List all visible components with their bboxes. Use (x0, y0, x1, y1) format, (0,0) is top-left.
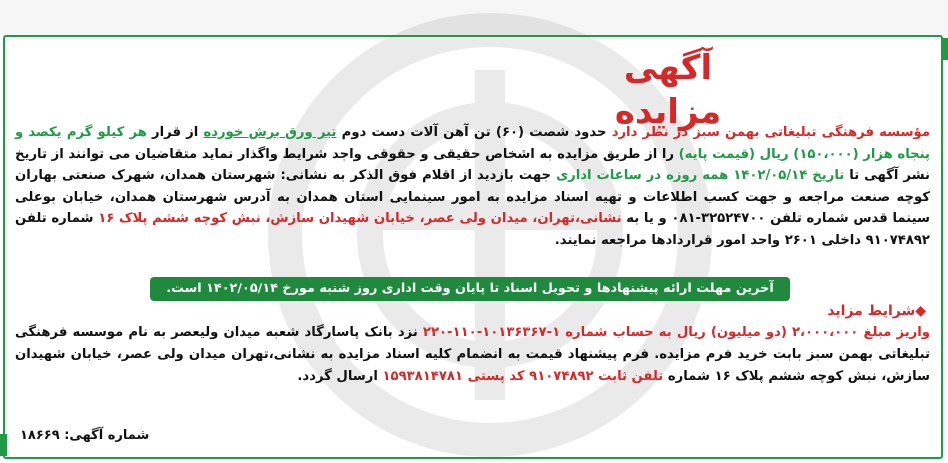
ad-number: شماره آگهی: ۱۸۶۶۹ (20, 428, 150, 443)
body-segment: شماره تلفن ۹۱۰۷۴۸۹۲ داخلی ۲۶۰۱ واحد امور قراردادها مراجعه نمایند. (15, 211, 930, 248)
body-segment: جهت بازدید از اقلام فوق الذکر به نشانی: شهرستان همدان، شهرک صنعتی بهاران کوچه صنعت مراجعه و جهت کسب اطلاعات و تهیه اسناد مزایده به امور سینمایی استان همدان به آدرس شهرستان همدان، خیابان بوعلی سینما قدس شماره تلفن ۳۲۵۲۴۷۰۰-۰۸۱ و یا به (15, 168, 930, 227)
conditions-segment: نزد بانک پاسارگاد شعبه میدان ولیعصر به نام موسسه فرهنگی تبلیغاتی بهمن سبز بابت خرید فرم مزایده. فرم پیشنهاد قیمت به انضمام کلیه اسناد مزایده به نشانی،تهران میدان ولی عصر، خیابان شهیدان سازش، نبش کوچه ششم پلاک ۱۶ شماره (15, 325, 930, 384)
top-band (0, 0, 948, 35)
tehran-address: نشانی،تهران، میدان ولی عصر، خیابان شهیدان سازش، نبش کوچه ششم پلاک ۱۶ (98, 211, 622, 227)
announcement-body (15, 122, 930, 252)
body-segment: حدود شصت (۶۰) تن آهن آلات دست دوم (336, 125, 612, 140)
corner-bar-left (0, 434, 7, 456)
body-segment: از قرار (146, 125, 204, 140)
item-description: تیر ورق برش خورده (203, 125, 337, 140)
page-title: آگهی مزایده (614, 48, 722, 132)
title-box (573, 46, 763, 132)
body-segment: را از طریق مزایده به اشخاص حقیقی و حقوقی واجد شرایط واگذار نماید متقاضیان می توانند از تاریخ نشر آگهی تا (15, 146, 930, 184)
conditions-title: ◆شرایط مزاید (827, 303, 926, 319)
visit-date: تاریخ ۱۴۰۲/۰۵/۱۴ همه روزه در ساعات اداری (556, 168, 845, 184)
deadline-banner: آخرین مهلت ارائه پیشنهادها و تحویل اسناد تا پایان وقت اداری روز شنبه مورخ ۱۴۰۲/۰۵/۱۴ است. (150, 277, 790, 301)
contact-phone-postal: تلفن ثابت ۹۱۰۷۴۸۹۲ کد پستی ۱۵۹۳۸۱۴۷۸۱ (382, 369, 664, 384)
organization-name: مؤسسه فرهنگی تبلیغاتی بهمن سبز در نظر دارد (611, 125, 930, 140)
corner-bar-right (941, 38, 948, 60)
payment-instruction: واریز مبلغ ۲،۰۰۰،۰۰۰ (دو میلیون) ریال به حساب شماره ۱-۱۰۱۳۶۳۶۷-۱۱۰-۲۲۰ (422, 325, 930, 340)
conditions-body (15, 322, 930, 388)
base-price: هر کیلو گرم یکصد و پنجاه هزار (۱۵۰،۰۰۰) ریال (قیمت پایه) (15, 125, 930, 162)
conditions-segment: ارسال گردد. (297, 369, 383, 384)
